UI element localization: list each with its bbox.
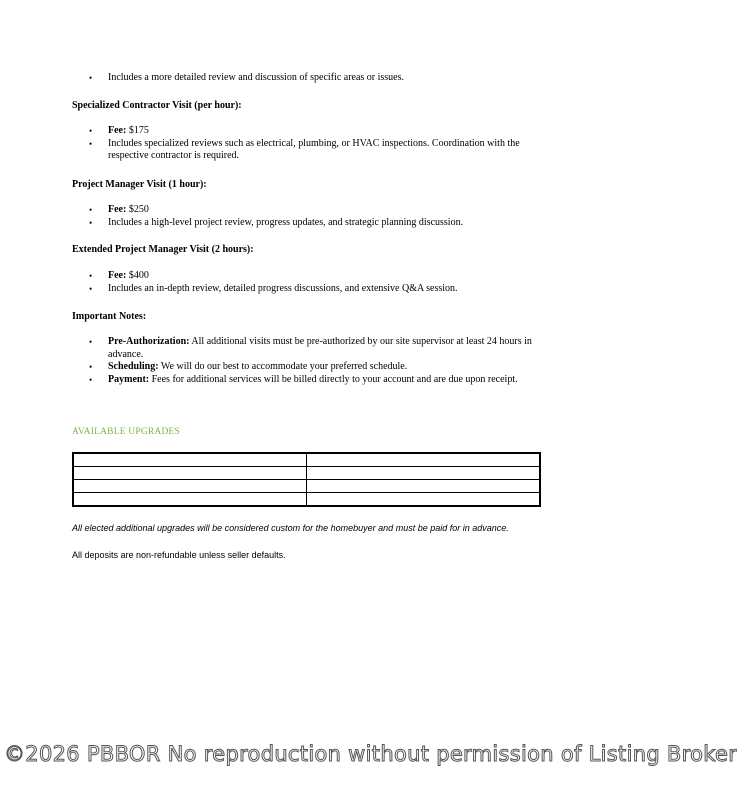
notes-list xyxy=(88,336,538,386)
contractor-list xyxy=(88,125,538,163)
table-cell xyxy=(73,453,307,467)
table-row xyxy=(73,480,540,493)
section-heading-project-manager: Project Manager Visit (1 hour): xyxy=(72,179,207,190)
fee-value: $400 xyxy=(128,270,149,281)
note-text: Fees for additional services will be billed directly to your account and are due upon receipt. xyxy=(151,373,518,385)
deposit-note: All deposits are non-refundable unless seller defaults. xyxy=(72,550,286,560)
table-row xyxy=(73,493,540,507)
copyright-watermark: ©2026 PBBOR No reproduction without permission of Listing Broker xyxy=(4,742,737,766)
list-item xyxy=(88,361,538,374)
list-item: • Includes an in-depth review, detailed progress discussions, and extensive Q&A session. xyxy=(88,283,538,296)
table-cell xyxy=(73,493,307,507)
list-item xyxy=(88,204,538,217)
table-cell xyxy=(73,467,307,480)
list-item xyxy=(88,336,538,361)
table-cell xyxy=(307,453,541,467)
table-cell xyxy=(73,480,307,493)
note-label: Payment: xyxy=(108,373,150,385)
table-row xyxy=(73,467,540,480)
list-item: • Includes a more detailed review and discussion of specific areas or issues. xyxy=(88,72,538,85)
upgrades-table xyxy=(72,452,541,507)
list-item xyxy=(88,270,538,283)
fee-value: $175 xyxy=(128,125,149,136)
extended-list xyxy=(88,270,538,295)
list-item xyxy=(88,374,538,387)
fee-label: Fee: xyxy=(108,125,127,136)
fee-label: Fee: xyxy=(108,270,127,281)
list-item: • Includes a high-level project review, progress updates, and strategic planning discussion. xyxy=(88,217,538,230)
section-heading-extended: Extended Project Manager Visit (2 hours): xyxy=(72,244,254,255)
list-item: • Includes specialized reviews such as electrical, plumbing, or HVAC inspections. Coordination with the respective contractor is required. xyxy=(88,138,538,163)
project-manager-list xyxy=(88,204,538,229)
upgrades-title: AVAILABLE UPGRADES xyxy=(72,427,181,437)
table-cell xyxy=(307,493,541,507)
section-heading-contractor: Specialized Contractor Visit (per hour): xyxy=(72,100,242,111)
fee-label: Fee: xyxy=(108,204,127,215)
note-text: All additional visits must be pre-authorized by our site supervisor at least 24 hours in advance. xyxy=(108,336,532,360)
notes-heading: Important Notes: xyxy=(72,311,147,322)
table-cell xyxy=(307,480,541,493)
table-row xyxy=(73,453,540,467)
list-item xyxy=(88,125,538,138)
note-text: We will do our best to accommodate your preferred schedule. xyxy=(160,361,408,372)
table-cell xyxy=(307,467,541,480)
fee-value: $250 xyxy=(128,204,149,215)
upgrades-note: All elected additional upgrades will be considered custom for the homebuyer and must be paid for in advance. xyxy=(72,523,509,533)
intro-list xyxy=(88,72,538,85)
note-label: Pre-Authorization: xyxy=(108,336,190,347)
note-label: Scheduling: xyxy=(108,361,159,372)
